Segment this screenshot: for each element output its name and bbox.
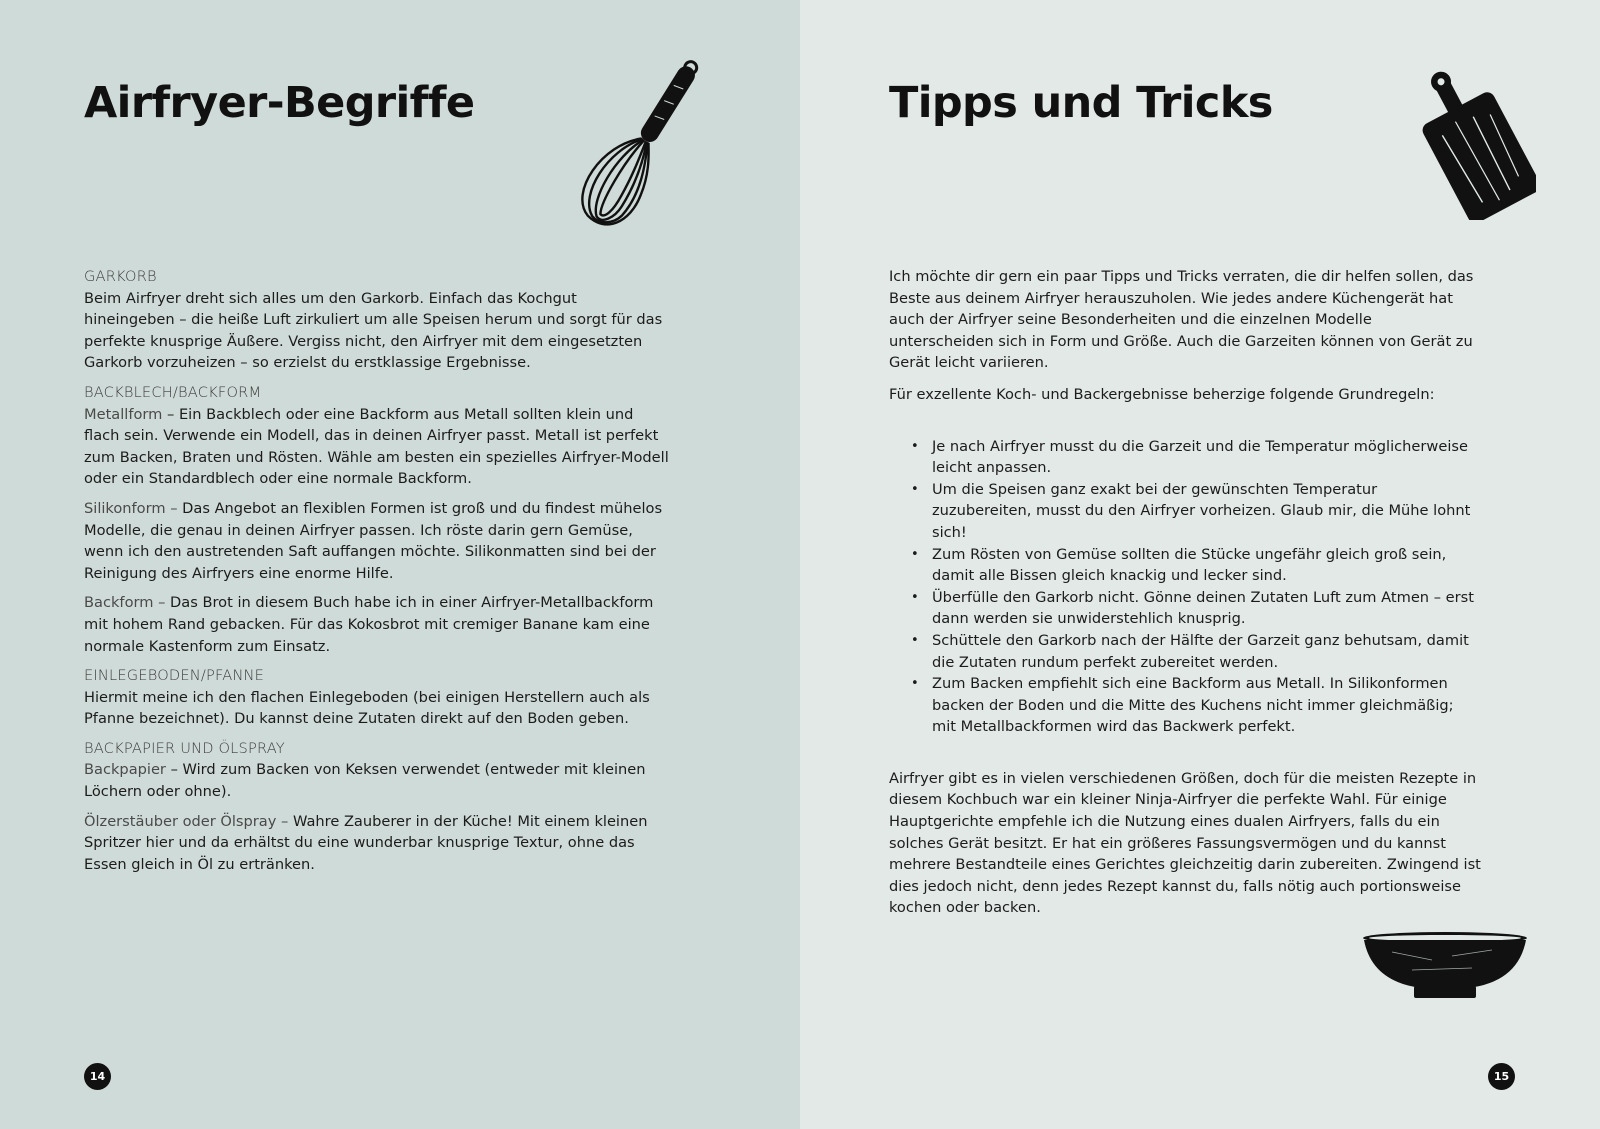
section-paragraph (84, 288, 672, 374)
list-item: • Schüttele den Garkorb nach der Hälfte der Garzeit ganz behutsam, damit die Zutaten rundum perfekt zubereitet werden. (932, 630, 1481, 673)
intro-rules: Für exzellente Koch- und Backergebnisse beherzige folgende Grundregeln: (889, 385, 1435, 403)
page-title: Airfryer-Begriffe (84, 78, 475, 128)
section-paragraph (84, 404, 672, 490)
paragraph-text: Wahre Zauberer in der Küche! Mit einem kleinen Spritzer hier und da erhältst du eine wunderbar knusprige Textur, ohne das Essen gleich in Öl zu ertränken. (84, 812, 648, 873)
closing-paragraph: Airfryer gibt es in vielen verschiedenen Größen, doch für die meisten Rezepte in diesem Kochbuch war ein kleiner Ninja-Airfryer die perfekte Wahl. Für einige Hauptgerichte empfehle ich die Nutzung eines dualen Airfryers, falls du ein solches Gerät besitzt. Er hat ein größeres Fassungsvermögen und du kannst mehrere Bestandteile eines Gerichtes gleichzeitig darin zubereiten. Zwingend ist dies jedoch nicht, denn jedes Rezept kannst du, falls nötig auch portionsweise kochen oder backen. (889, 769, 1481, 917)
page-title: Tipps und Tricks (889, 78, 1273, 128)
bowl-icon (1362, 930, 1528, 1002)
section-paragraph (84, 498, 672, 584)
section-paragraph (84, 687, 672, 730)
tips-list (889, 436, 1481, 738)
glossary-content (84, 266, 672, 883)
paragraph-text: Hiermit meine ich den flachen Einlegeboden (bei einigen Herstellern auch als Pfanne bezeichnet). Du kannst deine Zutaten direkt auf den Boden geben. (84, 688, 650, 728)
paragraph-text: – Ein Backblech oder eine Backform aus Metall sollten klein und flach sein. Verwende ein Modell, das in deinen Airfryer passt. Metall ist perfekt zum Backen, Braten und Rösten. Wähle am besten ein spezielles Airfryer-Modell oder ein Standardblech oder eine normale Backform. (84, 405, 669, 488)
section-heading: GARKORB (84, 268, 157, 285)
section-paragraph (84, 811, 672, 876)
list-item: • Zum Rösten von Gemüse sollten die Stücke ungefähr gleich groß sein, damit alle Bissen gleich knackig und lecker sind. (932, 544, 1481, 587)
term-label: Backpapier (84, 761, 166, 779)
page-number: 14 (84, 1063, 111, 1090)
list-item: • Um die Speisen ganz exakt bei der gewünschten Temperatur zuzubereiten, musst du den Airfryer vorheizen. Glaub mir, die Mühe lohnt sich! (932, 479, 1481, 544)
whisk-icon (578, 48, 708, 240)
term-label: Ölzerstäuber oder Ölspray – (84, 812, 289, 830)
paragraph-text: Das Angebot an flexiblen Formen ist groß und du findest mühelos Modelle, die genau in deinen Airfryer passen. Ich röste darin gern Gemüse, wenn ich den austretenden Saft auffangen möchte. Silikonmatten sind bei der Reinigung des Airfryers eine enorme Hilfe. (84, 499, 663, 582)
glossary-section-backblech (84, 382, 672, 657)
paragraph-text: Beim Airfryer dreht sich alles um den Garkorb. Einfach das Kochgut hineingeben – die heiße Luft zirkuliert um alle Speisen herum und sorgt für das perfekte knusprige Äußere. Vergiss nicht, den Airfryer mit dem eingesetzten Garkorb vorzuheizen – so erzielst du erstklassige Ergebnisse. (84, 289, 663, 372)
glossary-section-backpapier (84, 738, 672, 876)
term-label: Silikonform – (84, 499, 178, 517)
section-paragraph (84, 759, 672, 802)
section-heading: BACKPAPIER UND ÖLSPRAY (84, 739, 285, 757)
section-heading: BACKBLECH/BACKFORM (84, 383, 262, 401)
list-item: • Zum Backen empfiehlt sich eine Backform aus Metall. In Silikonformen backen der Boden und die Mitte des Kuchens nicht immer gleichmäßig; mit Metallbackformen wird das Backwerk perfekt. (932, 673, 1481, 738)
glossary-section-einlegeboden (84, 665, 672, 730)
tips-content (889, 266, 1481, 929)
cutting-board-icon (1408, 60, 1536, 220)
paragraph-text: – Wird zum Backen von Keksen verwendet (entweder mit kleinen Löchern oder ohne). (84, 761, 646, 801)
section-heading: EINLEGEBODEN/PFANNE (84, 667, 265, 685)
list-item: • Überfülle den Garkorb nicht. Gönne deinen Zutaten Luft zum Atmen – erst dann werden sie unwiderstehlich knusprig. (932, 587, 1481, 630)
page-number: 15 (1488, 1063, 1515, 1090)
section-paragraph (84, 592, 672, 657)
paragraph-text: Das Brot in diesem Buch habe ich in einer Airfryer-Metallbackform mit hohem Rand gebacken. Für das Kokosbrot mit cremiger Banane kam eine normale Kastenform zum Einsatz. (84, 594, 654, 655)
intro-paragraph: Ich möchte dir gern ein paar Tipps und Tricks verraten, die dir helfen sollen, das Beste aus deinem Airfryer herauszuholen. Wie jedes andere Küchengerät hat auch der Airfryer seine Besonderheiten und die einzelnen Modelle unterscheiden sich in Form und Größe. Auch die Garzeiten können von Gerät zu Gerät leicht variieren. (889, 268, 1474, 372)
term-label: Metallform (84, 405, 163, 423)
list-item: • Je nach Airfryer musst du die Garzeit und die Temperatur möglicherweise leicht anpassen. (932, 436, 1481, 479)
term-label: Backform – (84, 594, 166, 612)
glossary-section-garkorb (84, 266, 672, 374)
